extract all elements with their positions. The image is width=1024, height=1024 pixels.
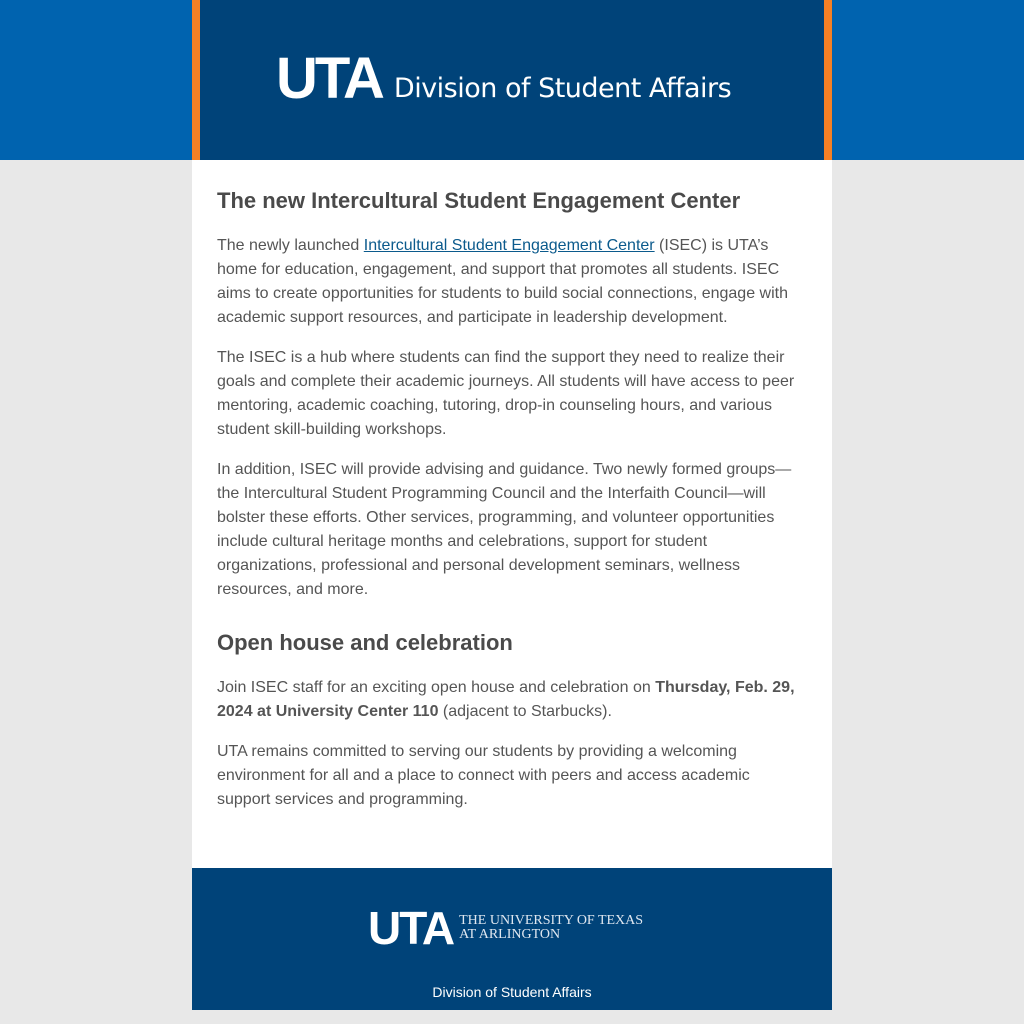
paragraph-open-house [217,676,807,724]
paragraph-intro [217,234,807,330]
logo-line2: AT ARLINGTON [459,927,561,942]
uta-logo-mark: UTA [368,902,454,954]
footer-division: Division of Student Affairs [432,984,592,1000]
paragraph-advising: In addition, ISEC will provide advising and guidance. Two newly formed groups—the Intercultural Student Programming Council and the Interfaith Council—will bolster these efforts. Other services, programming, and volunteer opportunities include cultural heritage months and celebrations, support for student organizations, professional and personal development seminars, wellness resources, and more. [217,461,792,598]
text: (ISEC) is UTA’s home for education, engagement, and support that promotes all students. ISEC aims to create opportunities for students to build social connections, engage with academic support resources, and participate in leadership development. [217,237,788,326]
footer [192,868,832,1010]
university-name [459,914,643,942]
heading-open-house: Open house and celebration [217,630,513,655]
event-date-location: Thursday, Feb. 29, 2024 at University Center 110 [217,679,795,720]
isec-link[interactable]: Intercultural Student Engagement Center [363,237,655,254]
article-content [192,160,832,868]
heading-isec: The new Intercultural Student Engagement Center [217,188,741,213]
text: The newly launched [217,237,364,254]
uta-division-logo [276,46,732,111]
logo-title: Division of Student Affairs [393,73,732,104]
uta-logo-mark: UTA [276,46,382,111]
paragraph-hub: The ISEC is a hub where students can find the support they need to realize their goals and complete their academic journeys. All students will have access to peer mentoring, academic coaching, tutoring, drop-in counseling hours, and various student skill-building workshops. [217,349,795,438]
text: Join ISEC staff for an exciting open house and celebration on [217,679,656,696]
logo-line1: THE UNIVERSITY OF TEXAS [459,913,644,928]
uta-university-logo [368,902,644,954]
text: (adjacent to Starbucks). [438,703,612,720]
header-banner [192,0,832,160]
email-container [192,0,832,1010]
paragraph-commitment: UTA remains committed to serving our students by providing a welcoming environment for all and a place to connect with peers and access academic support services and programming. [217,743,750,808]
